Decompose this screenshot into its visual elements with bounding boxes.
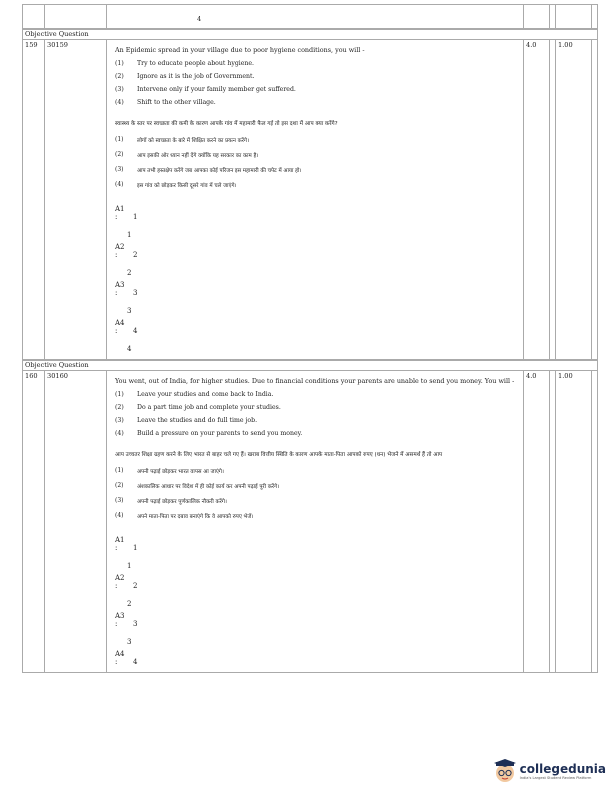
option-text: अंशकालिक आधार पर विदेश में ही कोई कार्य कर अपनी पढ़ाई पूरी करेंगे।	[137, 484, 280, 490]
option-english	[115, 86, 519, 93]
question-body	[107, 40, 524, 360]
option-hindi	[115, 467, 519, 475]
answer-key-row	[115, 243, 519, 277]
option-number: (3)	[115, 86, 124, 93]
option-number: (3)	[115, 417, 124, 424]
answer-key-row	[115, 536, 519, 570]
option-text: Do a part time job and complete your studies.	[137, 404, 281, 411]
question-id: 30160	[45, 371, 107, 673]
question-block	[22, 29, 598, 360]
option-hindi	[115, 512, 519, 520]
option-number: (1)	[115, 136, 124, 143]
answer-value: 2	[133, 582, 138, 590]
option-hindi	[115, 497, 519, 505]
option-number: (4)	[115, 99, 124, 106]
answer-key-row	[115, 319, 519, 353]
option-number: (4)	[115, 181, 124, 188]
student-mascot-icon	[492, 758, 518, 784]
answer-value: 2	[133, 251, 138, 259]
option-english	[115, 391, 519, 398]
answer-label: A1 :	[115, 536, 125, 552]
option-hindi	[115, 151, 519, 159]
answer-label: A4 :	[115, 319, 125, 335]
answer-value: 4	[133, 658, 138, 666]
option-text: Ignore as it is the job of Government.	[137, 73, 255, 80]
answer-sub-value: 1	[127, 231, 132, 239]
option-text: अपने माता-पिता पर दबाव बनाएंगे कि वे आपको रुपए भेजें।	[137, 514, 254, 520]
answer-label: A3 :	[115, 281, 125, 297]
option-number: (1)	[115, 391, 124, 398]
option-text: आप तभी हस्तक्षेप करेंगे जब आपका कोई परिजन इस महामारी की चपेट में आया हो।	[137, 168, 302, 174]
answer-sub-value: 2	[127, 269, 132, 277]
option-hindi	[115, 482, 519, 490]
question-body	[107, 371, 524, 673]
option-number: (2)	[115, 73, 124, 80]
option-english	[115, 404, 519, 411]
option-hindi	[115, 136, 519, 144]
question-stem-hindi: स्वास्थ्य के स्तर पर स्वच्छता की कमी के कारण आपके गांव में महामारी फैल गई तो इस दशा में आप क्या करेंगे?	[115, 121, 338, 127]
answer-key-row	[115, 650, 519, 666]
answer-value: 4	[133, 327, 138, 335]
answer-label: A1 :	[115, 205, 125, 221]
marks: 4.0	[524, 371, 550, 673]
question-type-header: Objective Question	[22, 29, 598, 39]
negative-marks: 1.00	[556, 371, 592, 673]
answer-value: 3	[133, 620, 138, 628]
option-number: (2)	[115, 404, 124, 411]
option-text: Leave the studies and do full time job.	[137, 417, 258, 424]
question-table	[22, 370, 598, 673]
answer-sub-value: 3	[127, 307, 132, 315]
question-stem-english: An Epidemic spread in your village due to poor hygiene conditions, you will -	[115, 46, 365, 54]
question-block	[22, 360, 598, 673]
option-number: (4)	[115, 430, 124, 437]
option-text: अपनी पढ़ाई छोड़कर पूर्णकालिक नौकरी करेंगे।	[137, 499, 227, 505]
option-number: (1)	[115, 60, 124, 67]
option-number: (3)	[115, 166, 124, 173]
answer-label: A2 :	[115, 574, 125, 590]
answer-sub-value: 3	[127, 638, 132, 646]
answer-label: A3 :	[115, 612, 125, 628]
option-hindi	[115, 181, 519, 189]
answer-label: A2 :	[115, 243, 125, 259]
option-number: (3)	[115, 497, 124, 504]
option-text: Build a pressure on your parents to send you money.	[137, 430, 303, 437]
option-number: (2)	[115, 482, 124, 489]
answer-key-row	[115, 281, 519, 315]
question-table	[22, 39, 598, 360]
question-stem-hindi: आप उच्चतर शिक्षा ग्रहण करने के लिए भारत से बाहर चले गए हैं। खराब वित्तीय स्थिति के कारण आपके माता-पिता आपको रुपए (धन) भेजने में असमर्थ हैं तो आप	[115, 452, 443, 458]
logo-tagline: India's Largest Student Review Platform	[519, 776, 592, 780]
questions-list	[22, 29, 598, 673]
option-text: Try to educate people about hygiene.	[137, 60, 255, 67]
option-number: (2)	[115, 151, 124, 158]
negative-marks: 1.00	[556, 40, 592, 360]
answer-key-row	[115, 574, 519, 608]
collegedunia-logo	[492, 758, 606, 784]
marks: 4.0	[524, 40, 550, 360]
answer-value: 1	[133, 213, 138, 221]
option-text: इस गांव को छोड़कर किसी दूसरे गांव में चले जाएंगे।	[137, 183, 237, 189]
option-number: (4)	[115, 512, 124, 519]
option-english	[115, 417, 519, 424]
question-id: 30159	[45, 40, 107, 360]
question-paper	[22, 4, 598, 673]
question-serial: 159	[23, 40, 45, 360]
answer-value: 3	[133, 289, 138, 297]
answer-label: A4 :	[115, 650, 125, 666]
logo-brand: collegedunia	[519, 762, 606, 776]
option-text: Intervene only if your family member get suffered.	[137, 86, 296, 93]
answer-value: 4	[197, 15, 202, 23]
option-text: Shift to the other village.	[137, 99, 216, 106]
option-hindi	[115, 166, 519, 174]
option-number: (1)	[115, 467, 124, 474]
question-type-header: Objective Question	[22, 360, 598, 370]
option-english	[115, 60, 519, 67]
question-stem-english: You went, out of India, for higher studies. Due to financial conditions your parents are unable to send you money. You will -	[115, 377, 515, 385]
answer-key-row	[115, 612, 519, 646]
option-text: Leave your studies and come back to India.	[137, 391, 274, 398]
option-english	[115, 73, 519, 80]
option-english	[115, 99, 519, 106]
option-text: आप इसकी ओर ध्यान नहीं देंगे क्योंकि यह सरकार का काम है।	[137, 153, 259, 159]
answer-sub-value: 4	[127, 345, 132, 353]
answer-sub-value: 1	[127, 562, 132, 570]
answer-sub-value: 2	[127, 600, 132, 608]
answer-key-row	[115, 205, 519, 239]
option-english	[115, 430, 519, 437]
prev-question-fragment	[22, 4, 598, 29]
option-text: लोगों को स्वच्छता के बारे में शिक्षित करने का प्रयत्न करेंगे।	[137, 138, 250, 144]
answer-value: 1	[133, 544, 138, 552]
question-serial: 160	[23, 371, 45, 673]
option-text: अपनी पढ़ाई छोड़कर भारत वापस आ जाएंगे।	[137, 469, 224, 475]
